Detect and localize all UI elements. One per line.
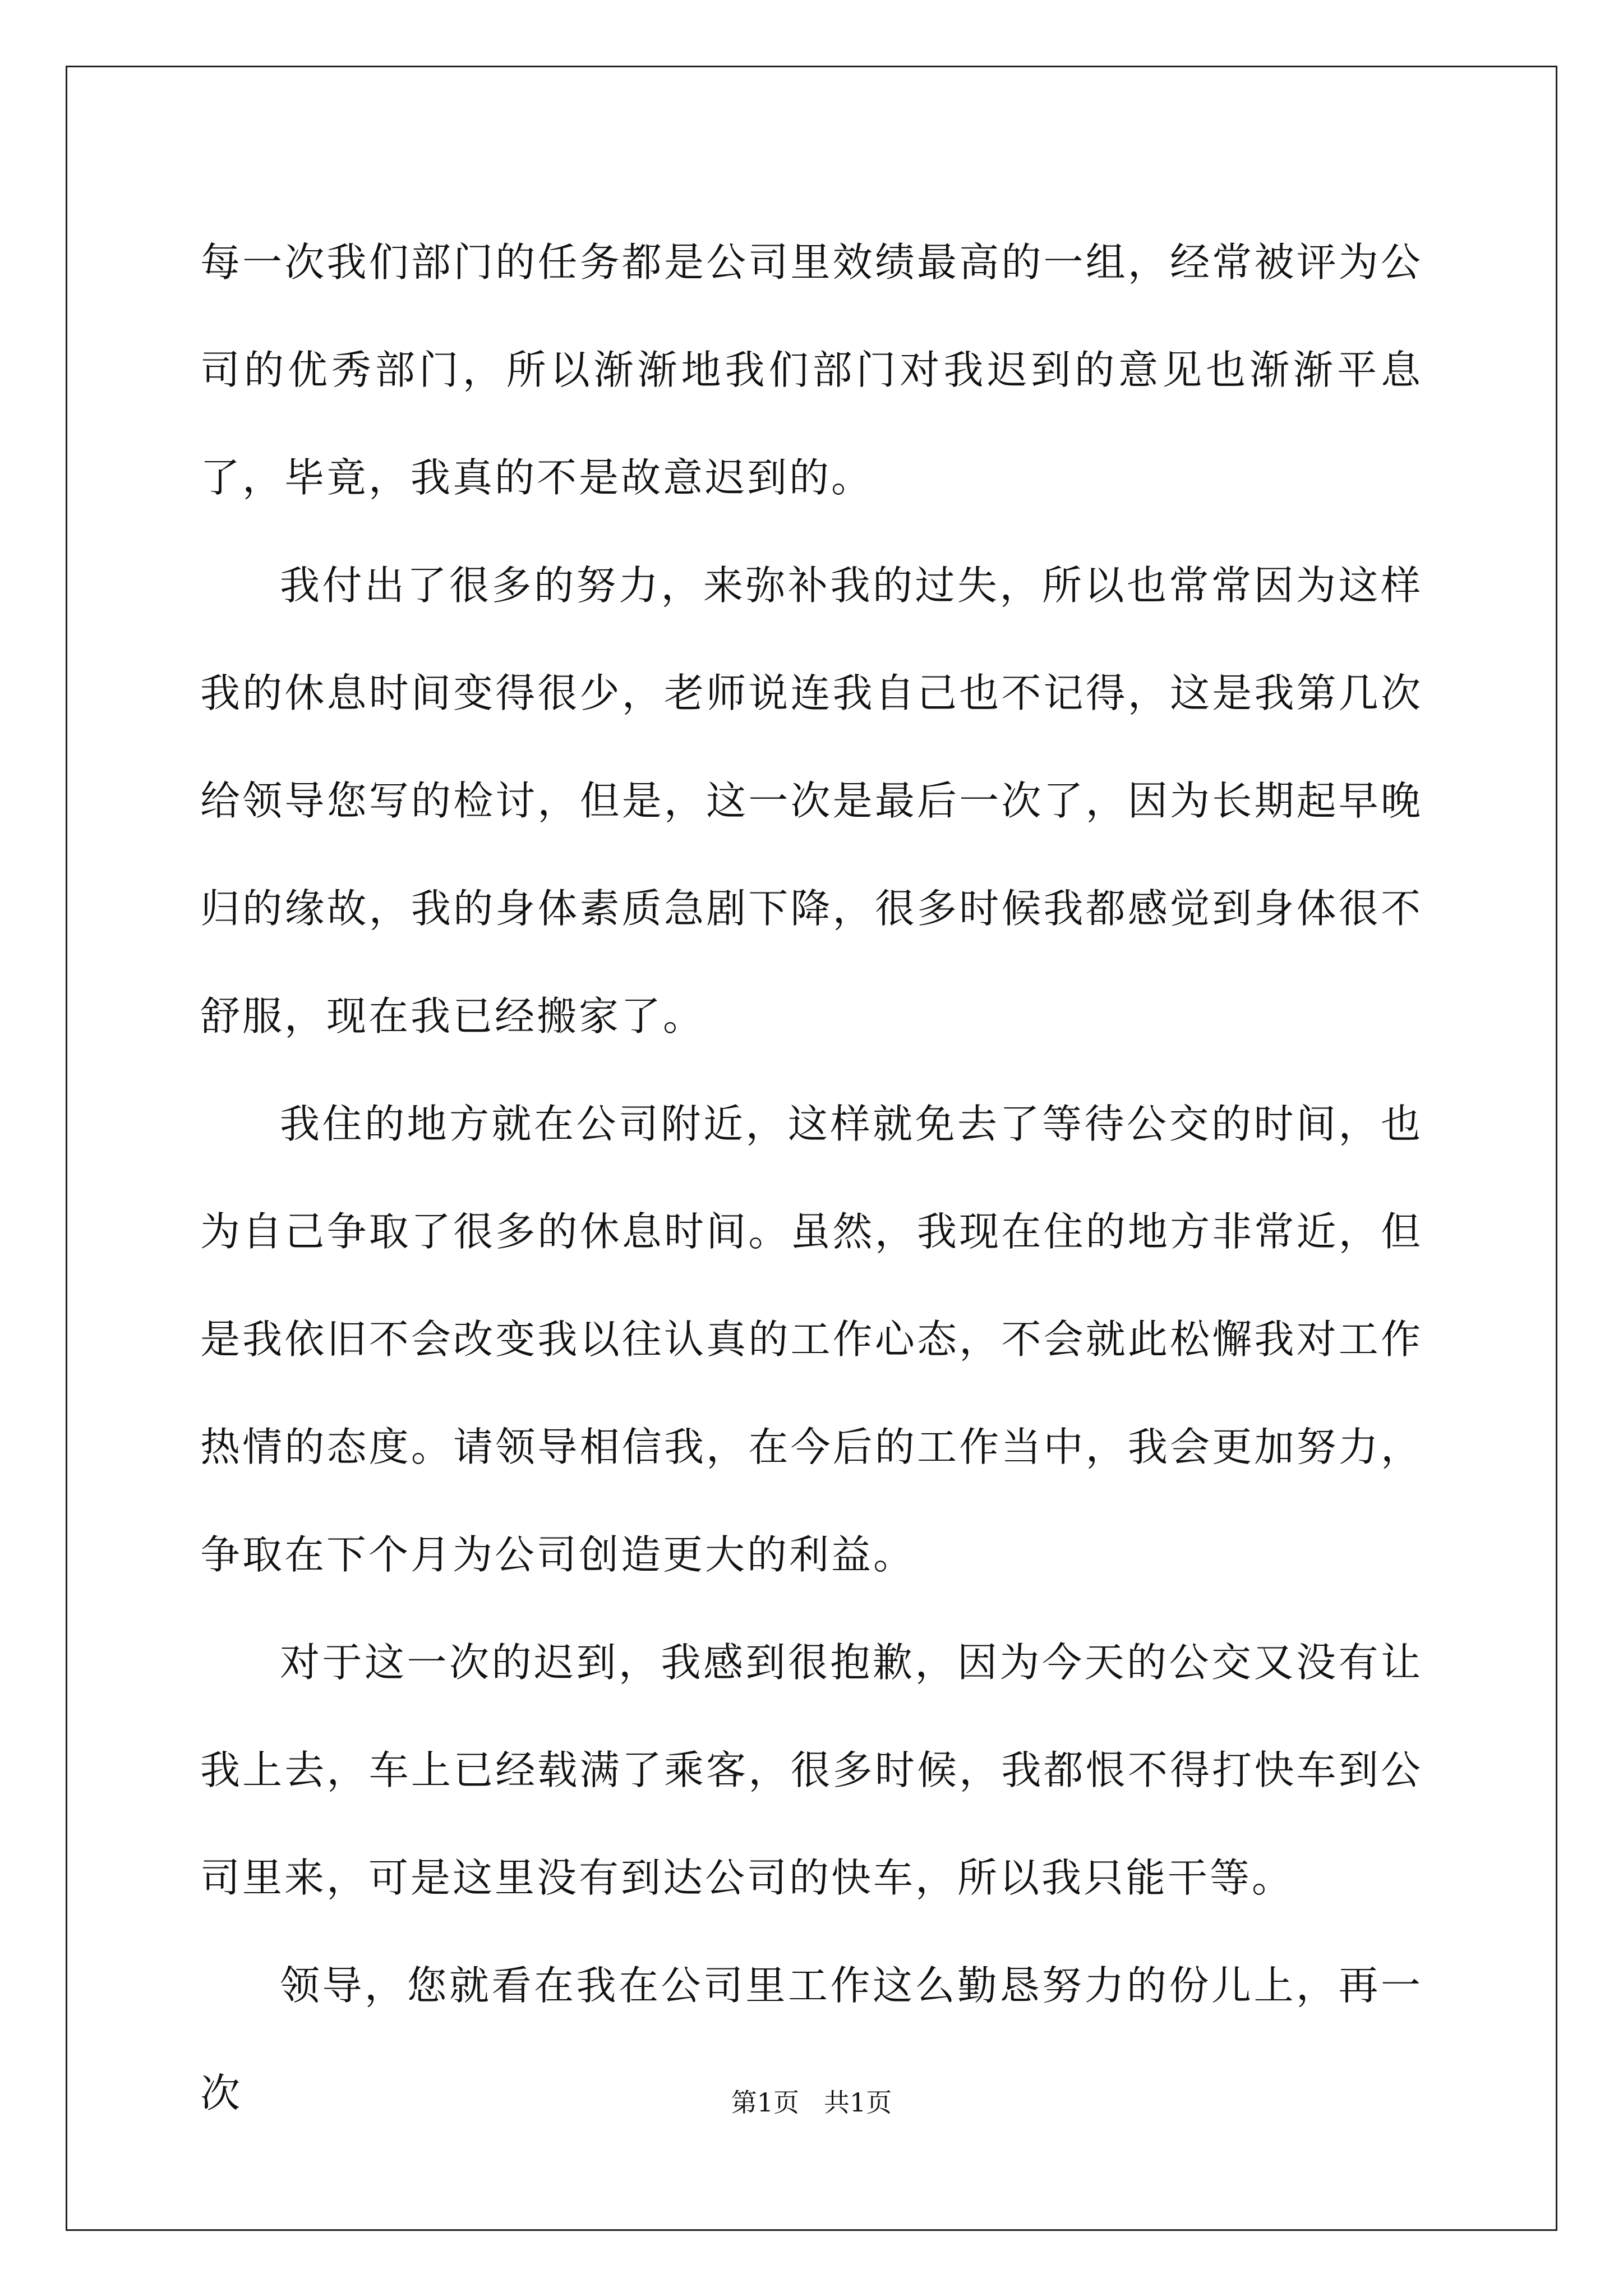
page-total: 共1页	[823, 2087, 892, 2118]
document-body	[200, 209, 1423, 2147]
paragraph-1: 每一次我们部门的任务都是公司里效绩最高的一组，经常被评为公司的优秀部门，所以渐渐地我们部门对我迟到的意见也渐渐平息了，毕竟，我真的不是故意迟到的。	[200, 239, 1423, 501]
paragraph-4: 对于这一次的迟到，我感到很抱歉，因为今天的公交又没有让我上去，车上已经载满了乘客，很多时候，我都恨不得打快车到公司里来，可是这里没有到达公司的快车，所以我只能干等。	[200, 1639, 1423, 1901]
paragraph-5: 领导，您就看在我在公司里工作这么勤恳努力的份儿上，再一次	[200, 1962, 1423, 2116]
paragraph-2: 我付出了很多的努力，来弥补我的过失，所以也常常因为这样我的休息时间变得很少，老师说连我自己也不记得，这是我第几次给领导您写的检讨，但是，这一次是最后一次了，因为长期起早晚归的缘故，我的身体素质急剧下降，很多时候我都感觉到身体很不舒服，现在我已经搬家了。	[200, 562, 1423, 1039]
page-footer	[0, 2082, 1623, 2119]
paragraph-3: 我住的地方就在公司附近，这样就免去了等待公交的时间，也为自己争取了很多的休息时间。虽然，我现在住的地方非常近，但是我依旧不会改变我以往认真的工作心态，不会就此松懈我对工作热情的态度。请领导相信我，在今后的工作当中，我会更加努力，争取在下个月为公司创造更大的利益。	[200, 1101, 1423, 1578]
page-number: 第1页	[731, 2087, 800, 2118]
